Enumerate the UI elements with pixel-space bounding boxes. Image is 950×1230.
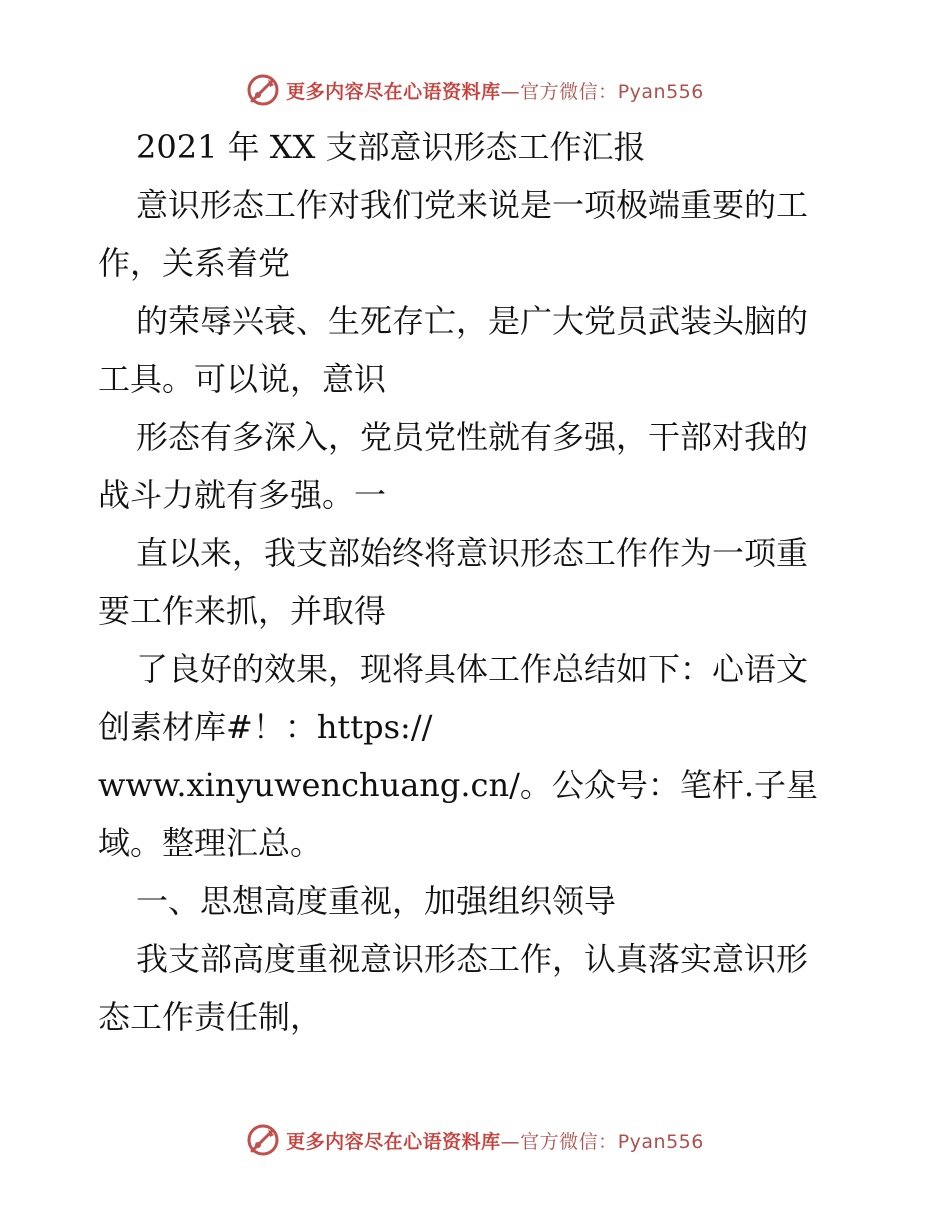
paragraph-line: 态工作责任制， bbox=[98, 998, 323, 1036]
watermark-wechat-id: Pyan556 bbox=[617, 1130, 704, 1153]
watermark-wechat-label: 官方微信： bbox=[520, 80, 618, 103]
paragraph-line: 了良好的效果，现将具体工作总结如下：心语文 bbox=[136, 650, 809, 688]
paragraph-line: www.xinyuwenchuang.cn/。公众号：笔杆.子星 bbox=[98, 766, 819, 804]
section-heading: 一、思想高度重视，加强组织领导 bbox=[136, 882, 617, 920]
pen-logo-icon bbox=[246, 73, 280, 107]
paragraph-line: 域。整理汇总。 bbox=[98, 824, 323, 862]
watermark-separator: — bbox=[500, 80, 521, 103]
watermark-footer bbox=[0, 1120, 950, 1160]
watermark-text bbox=[286, 1127, 704, 1154]
watermark-main: 更多内容尽在心语资料库 bbox=[286, 1130, 501, 1153]
pen-logo-icon bbox=[246, 1123, 280, 1157]
watermark-text bbox=[286, 77, 704, 104]
paragraph-line: 意识形态工作对我们党来说是一项极端重要的工 bbox=[136, 186, 809, 224]
watermark-header bbox=[0, 70, 950, 110]
paragraph-line: 战斗力就有多强。一 bbox=[98, 476, 387, 514]
watermark-separator: — bbox=[500, 1130, 521, 1153]
watermark-wechat-id: Pyan556 bbox=[617, 80, 704, 103]
paragraph-line: 我支部高度重视意识形态工作，认真落实意识形 bbox=[136, 940, 809, 978]
paragraph-line: 创素材库#！：https:// bbox=[98, 708, 433, 746]
watermark-wechat-label: 官方微信： bbox=[520, 1130, 618, 1153]
watermark-main: 更多内容尽在心语资料库 bbox=[286, 80, 501, 103]
paragraph-line: 的荣辱兴衰、生死存亡，是广大党员武装头脑的 bbox=[136, 302, 809, 340]
paragraph-line: 直以来，我支部始终将意识形态工作作为一项重 bbox=[136, 534, 809, 572]
paragraph-line: 工具。可以说，意识 bbox=[98, 360, 387, 398]
paragraph-line: 要工作来抓，并取得 bbox=[98, 592, 387, 630]
paragraph-line: 形态有多深入，党员党性就有多强，干部对我的 bbox=[136, 418, 809, 456]
paragraph-line: 作，关系着党 bbox=[98, 244, 291, 282]
document-title: 2021 年 XX 支部意识形态工作汇报 bbox=[136, 128, 646, 166]
